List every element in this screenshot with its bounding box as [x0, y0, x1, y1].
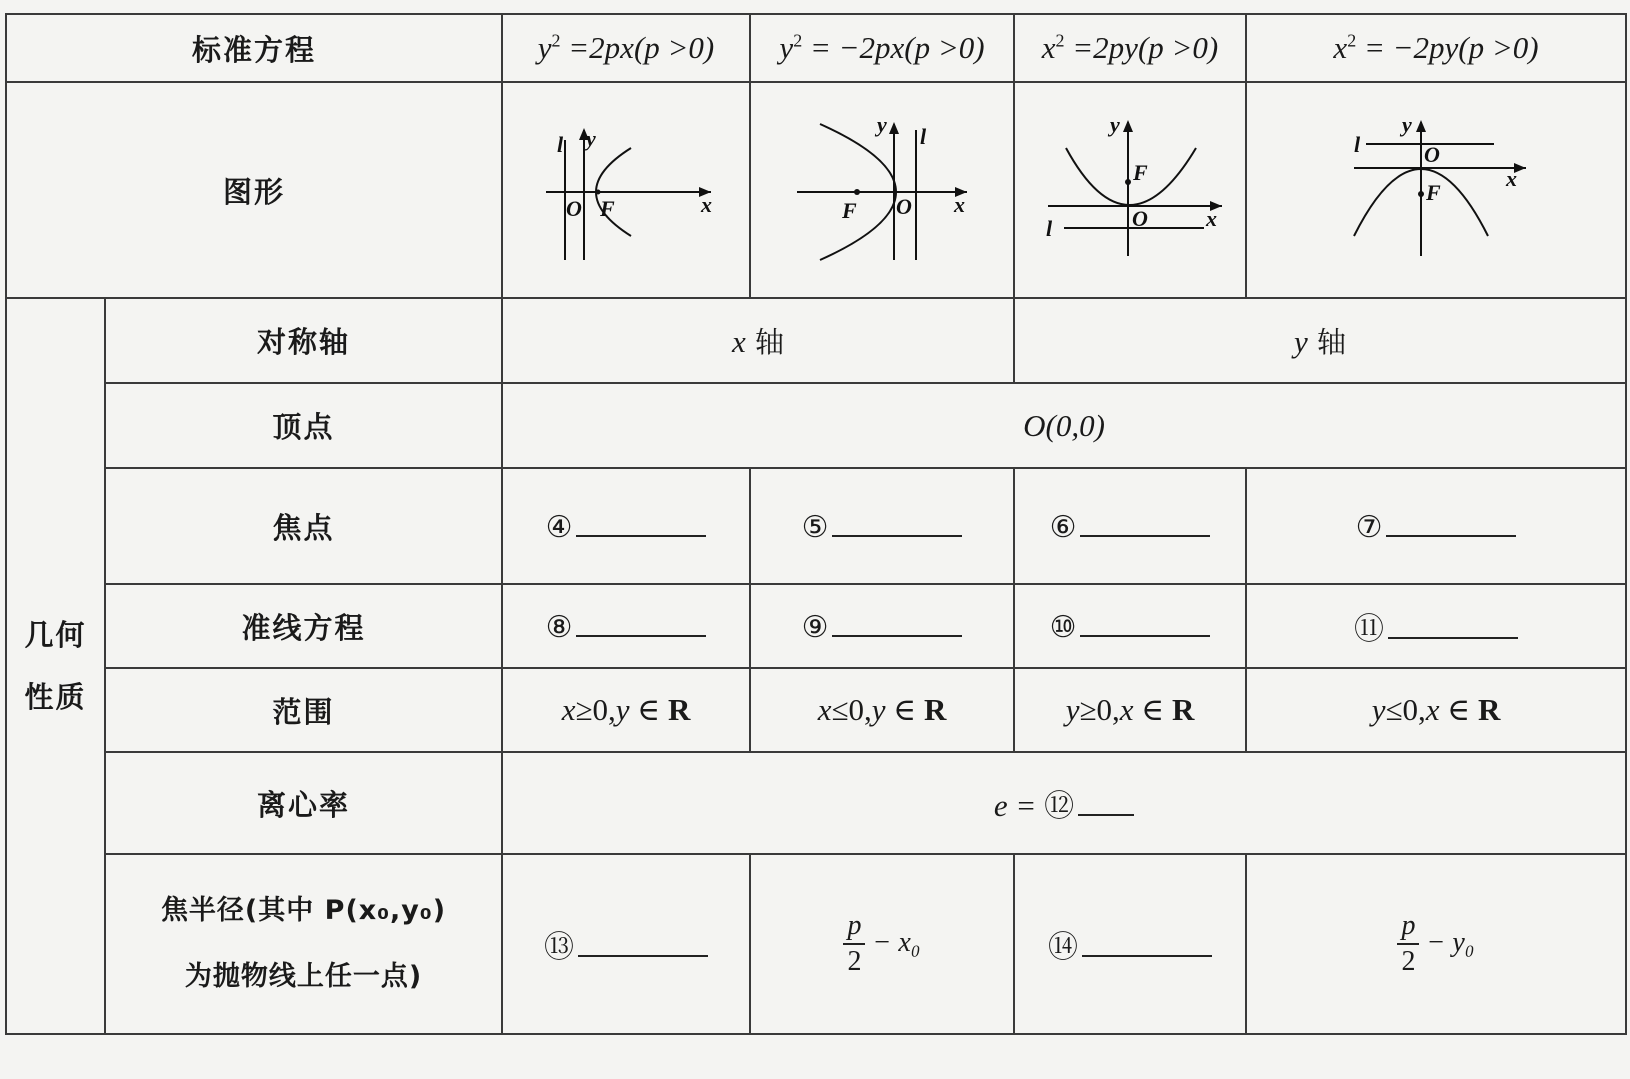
range-label: 范围: [105, 668, 502, 752]
directrix-blank-1: ⑧: [502, 584, 750, 668]
range-value-3: y≥0,x ∈ R: [1014, 668, 1246, 752]
axis-row: [6, 298, 1626, 383]
focus-blank-3: ⑥: [1014, 468, 1246, 584]
y-label: y: [1110, 112, 1120, 137]
focus-point: [1125, 179, 1131, 185]
focal-radius-label-line2: 为抛物线上任一点): [184, 961, 423, 992]
focus-row: [6, 468, 1626, 584]
graph-row: [6, 82, 1626, 298]
header-row: [6, 14, 1626, 82]
answer-blank[interactable]: [578, 927, 708, 957]
header-eq-2: $y^2 = -2px(p >0)$: [750, 14, 1014, 82]
focus-point: [596, 190, 601, 195]
y-arrow-icon: [1416, 120, 1426, 132]
section-label: [6, 298, 105, 1034]
l-label: l: [1046, 216, 1053, 241]
vertex-row: [6, 383, 1626, 468]
directrix-blank-3: ⑩: [1014, 584, 1246, 668]
parabola-up-graph: [1030, 110, 1230, 270]
y-label: y: [877, 112, 887, 137]
f-label: F: [842, 198, 857, 223]
y-arrow-icon: [889, 122, 899, 134]
l-label: l: [1354, 132, 1361, 157]
directrix-row: [6, 584, 1626, 668]
answer-blank[interactable]: [1080, 507, 1210, 537]
answer-blank[interactable]: [832, 607, 962, 637]
answer-blank[interactable]: [1386, 507, 1516, 537]
focus-blank-1: ④: [502, 468, 750, 584]
eccentricity-label: 离心率: [105, 752, 502, 854]
graph-cell-4: [1246, 82, 1626, 298]
focus-blank-2: ⑤: [750, 468, 1014, 584]
x-label: x: [1206, 206, 1218, 231]
directrix-blank-2: ⑨: [750, 584, 1014, 668]
graph-cell-2: [750, 82, 1014, 298]
o-label: O: [1132, 206, 1148, 231]
vertex-value: O(0,0): [502, 383, 1626, 468]
f-label: F: [1133, 160, 1148, 185]
answer-blank[interactable]: [576, 507, 706, 537]
answer-blank[interactable]: [1388, 609, 1518, 639]
l-label: l: [920, 124, 927, 149]
x-label: x: [701, 192, 713, 217]
y-label: y: [586, 126, 596, 151]
header-eq-1: $y^2 =2px(p >0)$: [502, 14, 750, 82]
range-value-1: x≥0,y ∈ R: [502, 668, 750, 752]
x-label: x: [954, 192, 966, 217]
focal-radius-label-line1: 焦半径(其中 P(x₀,y₀): [160, 895, 447, 926]
axis-left-value: x 轴: [502, 298, 1014, 383]
answer-blank[interactable]: [1082, 927, 1212, 957]
range-row: [6, 668, 1626, 752]
answer-blank[interactable]: [832, 507, 962, 537]
focal-radius-row: [6, 854, 1626, 1034]
focus-point: [1418, 191, 1424, 197]
header-eq-4: $x^2 = -2py(p >0)$: [1246, 14, 1626, 82]
focus-blank-4: ⑦: [1246, 468, 1626, 584]
header-label: 标准方程: [6, 14, 502, 82]
directrix-blank-4: ⑪: [1246, 584, 1626, 668]
focus-point: [854, 189, 860, 195]
x-label: x: [1506, 166, 1518, 191]
axis-right-value: y 轴: [1014, 298, 1626, 383]
focal-radius-value-4: $\frac{p}{2}$ − y₀: [1246, 854, 1626, 1034]
parabola-properties-sheet: [5, 13, 1627, 1035]
y-arrow-icon: [1123, 120, 1133, 132]
section-label-line1: 几何: [24, 618, 87, 652]
answer-blank[interactable]: [1080, 607, 1210, 637]
header-eq-3: $x^2 =2py(p >0)$: [1014, 14, 1246, 82]
o-label: O: [566, 196, 582, 221]
eccentricity-value: e = ⑫: [502, 752, 1626, 854]
focus-label: 焦点: [105, 468, 502, 584]
vertex-label: 顶点: [105, 383, 502, 468]
range-value-4: y≤0,x ∈ R: [1246, 668, 1626, 752]
focal-radius-blank-3: ⑭: [1014, 854, 1246, 1034]
f-label: F: [600, 196, 615, 221]
parabola-properties-table: [5, 13, 1627, 1035]
directrix-label: 准线方程: [105, 584, 502, 668]
o-label: O: [1424, 142, 1440, 167]
focal-radius-blank-1: ⑬: [502, 854, 750, 1034]
answer-blank[interactable]: [576, 607, 706, 637]
f-label: F: [1426, 180, 1441, 205]
eccentricity-row: [6, 752, 1626, 854]
graph-label: 图形: [6, 82, 502, 298]
l-label: l: [557, 132, 564, 157]
parabola-down-graph: [1336, 110, 1536, 270]
fraction: $\frac{p}{2}$: [1397, 909, 1419, 979]
graph-cell-3: [1014, 82, 1246, 298]
range-value-2: x≤0,y ∈ R: [750, 668, 1014, 752]
focal-radius-value-2: $\frac{p}{2}$ − x₀: [750, 854, 1014, 1034]
axis-label: 对称轴: [105, 298, 502, 383]
answer-blank[interactable]: [1078, 786, 1134, 816]
parabola-right-graph: [526, 110, 726, 270]
o-label: O: [896, 194, 912, 219]
focal-radius-label: [105, 854, 502, 1034]
y-label: y: [1402, 112, 1412, 137]
parabola-curve: [1066, 148, 1196, 205]
section-label-line2: 性质: [24, 680, 87, 714]
graph-cell-1: [502, 82, 750, 298]
fraction: $\frac{p}{2}$: [843, 909, 865, 979]
parabola-left-graph: [782, 110, 982, 270]
